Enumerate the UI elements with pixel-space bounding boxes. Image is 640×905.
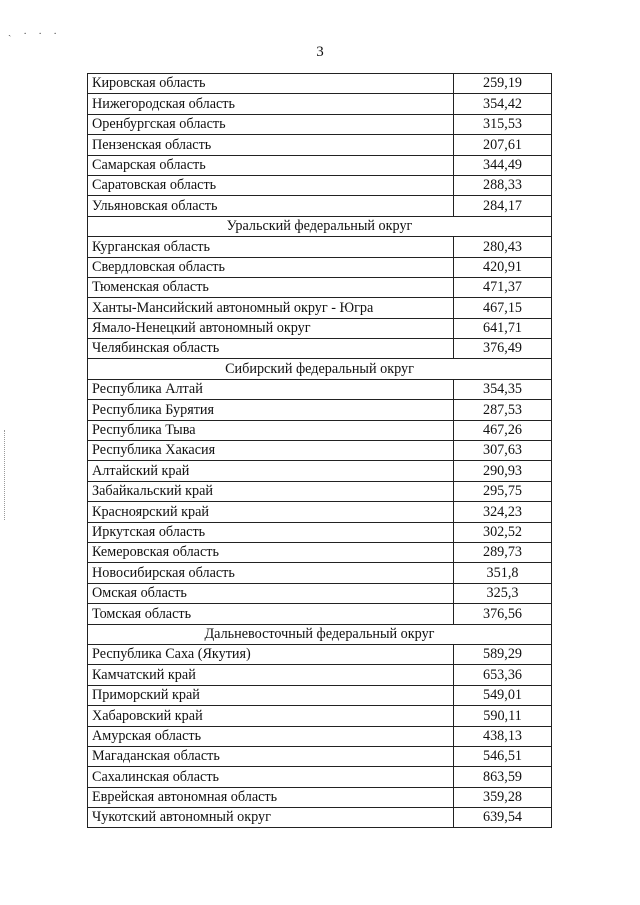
value-cell: 641,71 (454, 318, 552, 338)
table-row (88, 318, 552, 338)
region-name-cell: Еврейская автономная область (88, 787, 454, 807)
region-name-cell: Камчатский край (88, 665, 454, 685)
federal-district-heading: Сибирский федеральный округ (88, 359, 552, 379)
region-values-table (87, 73, 552, 828)
region-name-cell: Республика Бурятия (88, 400, 454, 420)
region-name-cell: Нижегородская область (88, 94, 454, 114)
table-row (88, 74, 552, 94)
value-cell: 302,52 (454, 522, 552, 542)
page-number: 3 (316, 44, 324, 60)
value-cell: 324,23 (454, 502, 552, 522)
table-row (88, 542, 552, 562)
table-row (88, 298, 552, 318)
value-cell: 420,91 (454, 257, 552, 277)
region-name-cell: Ямало-Ненецкий автономный округ (88, 318, 454, 338)
region-name-cell: Кировская область (88, 74, 454, 94)
value-cell: 354,35 (454, 379, 552, 399)
value-cell: 287,53 (454, 400, 552, 420)
region-name-cell: Свердловская область (88, 257, 454, 277)
region-name-cell: Чукотский автономный округ (88, 808, 454, 828)
table-row (88, 685, 552, 705)
value-cell: 376,56 (454, 604, 552, 624)
section-header-row (88, 624, 552, 644)
value-cell: 471,37 (454, 277, 552, 297)
region-name-cell: Магаданская область (88, 746, 454, 766)
value-cell: 359,28 (454, 787, 552, 807)
region-name-cell: Амурская область (88, 726, 454, 746)
table-row (88, 237, 552, 257)
table-row (88, 155, 552, 175)
region-name-cell: Республика Тыва (88, 420, 454, 440)
value-cell: 325,3 (454, 583, 552, 603)
region-name-cell: Кемеровская область (88, 542, 454, 562)
table-row (88, 787, 552, 807)
value-cell: 207,61 (454, 135, 552, 155)
region-name-cell: Омская область (88, 583, 454, 603)
value-cell: 259,19 (454, 74, 552, 94)
value-cell: 467,26 (454, 420, 552, 440)
region-name-cell: Томская область (88, 604, 454, 624)
table-row (88, 706, 552, 726)
table-row (88, 135, 552, 155)
region-name-cell: Новосибирская область (88, 563, 454, 583)
table-row (88, 339, 552, 359)
table-row (88, 277, 552, 297)
value-cell: 315,53 (454, 114, 552, 134)
table-row (88, 808, 552, 828)
table-row (88, 481, 552, 501)
table-row (88, 420, 552, 440)
value-cell: 438,13 (454, 726, 552, 746)
region-name-cell: Республика Саха (Якутия) (88, 644, 454, 664)
value-cell: 549,01 (454, 685, 552, 705)
value-cell: 546,51 (454, 746, 552, 766)
region-name-cell: Саратовская область (88, 175, 454, 195)
region-name-cell: Хабаровский край (88, 706, 454, 726)
region-name-cell: Ульяновская область (88, 196, 454, 216)
value-cell: 344,49 (454, 155, 552, 175)
table-row (88, 400, 552, 420)
table-row (88, 726, 552, 746)
region-name-cell: Приморский край (88, 685, 454, 705)
federal-district-heading: Уральский федеральный округ (88, 216, 552, 236)
table-row (88, 767, 552, 787)
table-row (88, 175, 552, 195)
region-name-cell: Забайкальский край (88, 481, 454, 501)
value-cell: 289,73 (454, 542, 552, 562)
region-name-cell: Самарская область (88, 155, 454, 175)
value-cell: 280,43 (454, 237, 552, 257)
value-cell: 351,8 (454, 563, 552, 583)
scan-edge-marks (4, 430, 7, 520)
value-cell: 288,33 (454, 175, 552, 195)
region-name-cell: Сахалинская область (88, 767, 454, 787)
value-cell: 295,75 (454, 481, 552, 501)
table-row (88, 257, 552, 277)
table-body (88, 74, 552, 828)
value-cell: 284,17 (454, 196, 552, 216)
table-row (88, 461, 552, 481)
federal-district-heading: Дальневосточный федеральный округ (88, 624, 552, 644)
table-row (88, 502, 552, 522)
region-name-cell: Курганская область (88, 237, 454, 257)
value-cell: 354,42 (454, 94, 552, 114)
region-name-cell: Красноярский край (88, 502, 454, 522)
value-cell: 863,59 (454, 767, 552, 787)
table-row (88, 379, 552, 399)
value-cell: 653,36 (454, 665, 552, 685)
table-row (88, 114, 552, 134)
region-name-cell: Иркутская область (88, 522, 454, 542)
region-name-cell: Ханты-Мансийский автономный округ - Югра (88, 298, 454, 318)
table-row (88, 583, 552, 603)
region-name-cell: Оренбургская область (88, 114, 454, 134)
value-cell: 290,93 (454, 461, 552, 481)
table-row (88, 441, 552, 461)
table-row (88, 604, 552, 624)
region-name-cell: Челябинская область (88, 339, 454, 359)
table-row (88, 196, 552, 216)
value-cell: 589,29 (454, 644, 552, 664)
value-cell: 376,49 (454, 339, 552, 359)
region-name-cell: Республика Алтай (88, 379, 454, 399)
value-cell: 639,54 (454, 808, 552, 828)
table-row (88, 563, 552, 583)
region-name-cell: Алтайский край (88, 461, 454, 481)
value-cell: 590,11 (454, 706, 552, 726)
table-row (88, 94, 552, 114)
section-header-row (88, 216, 552, 236)
region-name-cell: Тюменская область (88, 277, 454, 297)
region-name-cell: Пензенская область (88, 135, 454, 155)
table-row (88, 644, 552, 664)
table-row (88, 746, 552, 766)
table-row (88, 665, 552, 685)
section-header-row (88, 359, 552, 379)
region-name-cell: Республика Хакасия (88, 441, 454, 461)
table-row (88, 522, 552, 542)
value-cell: 467,15 (454, 298, 552, 318)
value-cell: 307,63 (454, 441, 552, 461)
scan-corner-marks: ˎ . . . (8, 26, 62, 37)
